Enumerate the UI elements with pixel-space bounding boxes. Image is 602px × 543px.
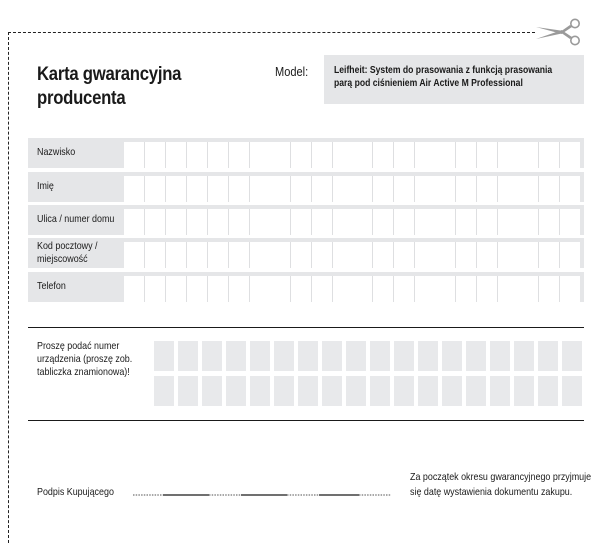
character-cell-divider <box>538 176 539 202</box>
character-cell-divider <box>559 142 560 168</box>
character-cell-divider <box>228 276 229 302</box>
serial-digit-box[interactable] <box>562 376 582 406</box>
character-cell-divider <box>249 242 250 268</box>
character-cell-divider <box>372 176 373 202</box>
character-cell-divider <box>497 176 498 202</box>
form-row-right-bar <box>580 138 584 168</box>
character-cell-divider <box>372 209 373 235</box>
character-cell-divider <box>476 176 477 202</box>
serial-digit-box[interactable] <box>466 376 486 406</box>
character-cell-divider <box>372 142 373 168</box>
character-cell-divider <box>393 142 394 168</box>
form-row-label <box>28 238 124 268</box>
character-cell-divider <box>144 276 145 302</box>
form-row-label <box>28 138 124 168</box>
form-row[interactable] <box>28 205 584 235</box>
serial-digit-box[interactable] <box>226 376 246 406</box>
signature-label: Podpis Kupującego <box>37 486 114 498</box>
serial-digit-box[interactable] <box>250 376 270 406</box>
character-cell-divider <box>186 209 187 235</box>
divider-line-bottom <box>28 420 584 421</box>
serial-digit-box[interactable] <box>514 376 534 406</box>
character-cell-divider <box>228 209 229 235</box>
serial-digit-box[interactable] <box>514 341 534 371</box>
form-row-label-text: Kod pocztowy / <box>37 240 98 252</box>
form-row-label-text: Telefon <box>37 280 66 292</box>
character-cell-divider <box>497 142 498 168</box>
form-row-label-text: miejscowość <box>37 253 88 265</box>
character-cell-divider <box>311 142 312 168</box>
character-cell-divider <box>332 209 333 235</box>
form-row-top-band <box>124 272 584 276</box>
cut-line-top <box>8 32 535 33</box>
character-cell-divider <box>538 276 539 302</box>
serial-digit-box[interactable] <box>538 376 558 406</box>
character-cell-divider <box>332 142 333 168</box>
scissors-icon <box>536 17 582 47</box>
serial-digit-box[interactable] <box>370 376 390 406</box>
character-cell-divider <box>144 176 145 202</box>
character-cell-divider <box>414 242 415 268</box>
character-cell-divider <box>290 176 291 202</box>
form-row-top-band <box>124 238 584 242</box>
title-line-1: Karta gwarancyjna <box>37 64 182 85</box>
serial-digit-box[interactable] <box>250 341 270 371</box>
serial-digit-box[interactable] <box>562 341 582 371</box>
form-row-label-text: Ulica / numer domu <box>37 213 115 225</box>
serial-label-line-2: urządzenia (proszę zob. <box>37 353 133 365</box>
character-cell-divider <box>144 242 145 268</box>
character-cell-divider <box>186 276 187 302</box>
form-row-label <box>28 272 124 302</box>
serial-digit-box[interactable] <box>346 341 366 371</box>
character-cell-divider <box>538 242 539 268</box>
character-cell-divider <box>207 142 208 168</box>
form-row-top-band <box>124 205 584 209</box>
character-cell-divider <box>144 209 145 235</box>
serial-digit-box[interactable] <box>490 376 510 406</box>
model-line-2: parą pod ciśnieniem Air Active M Professional <box>334 77 523 89</box>
serial-digit-box[interactable] <box>178 341 198 371</box>
serial-digit-box[interactable] <box>442 341 462 371</box>
page-title <box>37 63 181 111</box>
character-cell-divider <box>249 142 250 168</box>
form-row-right-bar <box>580 272 584 302</box>
character-cell-divider <box>186 142 187 168</box>
character-cell-divider <box>290 276 291 302</box>
form-row-label-text: Imię <box>37 180 54 192</box>
serial-digit-box[interactable] <box>370 341 390 371</box>
serial-digit-box[interactable] <box>202 341 222 371</box>
serial-digit-box[interactable] <box>154 341 174 371</box>
character-cell-divider <box>207 209 208 235</box>
serial-digit-box[interactable] <box>274 341 294 371</box>
character-cell-divider <box>290 209 291 235</box>
character-cell-divider <box>393 242 394 268</box>
character-cell-divider <box>311 276 312 302</box>
character-cell-divider <box>393 176 394 202</box>
form-row-label-text: Nazwisko <box>37 146 76 158</box>
character-cell-divider <box>538 209 539 235</box>
character-cell-divider <box>414 176 415 202</box>
character-cell-divider <box>165 209 166 235</box>
character-cell-divider <box>311 242 312 268</box>
character-cell-divider <box>144 142 145 168</box>
character-cell-divider <box>228 176 229 202</box>
serial-number-label <box>37 340 132 379</box>
title-line-2: producenta <box>37 88 126 109</box>
character-cell-divider <box>311 209 312 235</box>
character-cell-divider <box>455 176 456 202</box>
serial-digit-box[interactable] <box>274 376 294 406</box>
character-cell-divider <box>332 242 333 268</box>
form-row-right-bar <box>580 172 584 202</box>
serial-label-line-3: tabliczka znamionowa)! <box>37 366 130 378</box>
serial-digit-box[interactable] <box>202 376 222 406</box>
serial-digit-box[interactable] <box>538 341 558 371</box>
form-row[interactable] <box>28 138 584 168</box>
character-cell-divider <box>538 142 539 168</box>
character-cell-divider <box>559 242 560 268</box>
serial-digit-box[interactable] <box>298 341 318 371</box>
model-label: Model: <box>275 64 309 79</box>
form-row-label <box>28 205 124 235</box>
character-cell-divider <box>165 142 166 168</box>
character-cell-divider <box>476 142 477 168</box>
form-row[interactable] <box>28 272 584 302</box>
character-cell-divider <box>455 142 456 168</box>
character-cell-divider <box>249 176 250 202</box>
serial-digit-box[interactable] <box>418 376 438 406</box>
character-cell-divider <box>559 276 560 302</box>
serial-digit-box[interactable] <box>226 341 246 371</box>
form-row-right-bar <box>580 205 584 235</box>
character-cell-divider <box>497 242 498 268</box>
form-row-right-bar <box>580 238 584 268</box>
character-cell-divider <box>497 209 498 235</box>
warranty-note <box>410 470 591 500</box>
character-cell-divider <box>414 276 415 302</box>
character-cell-divider <box>372 276 373 302</box>
cut-line-left <box>8 32 9 543</box>
serial-digit-box[interactable] <box>346 376 366 406</box>
character-cell-divider <box>559 176 560 202</box>
form-row[interactable] <box>28 172 584 202</box>
warranty-note-line-1: Za początek okresu gwarancyjnego przyjmuje <box>410 471 592 483</box>
form-row-top-band <box>124 172 584 176</box>
character-cell-divider <box>455 276 456 302</box>
character-cell-divider <box>332 176 333 202</box>
character-cell-divider <box>414 142 415 168</box>
character-cell-divider <box>165 276 166 302</box>
form-row[interactable] <box>28 238 584 268</box>
character-cell-divider <box>207 276 208 302</box>
character-cell-divider <box>290 242 291 268</box>
character-cell-divider <box>249 276 250 302</box>
character-cell-divider <box>228 242 229 268</box>
character-cell-divider <box>455 242 456 268</box>
serial-digit-box[interactable] <box>394 341 414 371</box>
model-line-1: Leifheit: System do prasowania z funkcją prasowania <box>334 64 553 76</box>
serial-digit-box[interactable] <box>442 376 462 406</box>
character-cell-divider <box>393 209 394 235</box>
character-cell-divider <box>311 176 312 202</box>
character-cell-divider <box>165 242 166 268</box>
serial-digit-box[interactable] <box>322 376 342 406</box>
character-cell-divider <box>165 176 166 202</box>
serial-label-line-1: Proszę podać numer <box>37 340 120 352</box>
divider-line-top <box>28 327 584 328</box>
character-cell-divider <box>290 142 291 168</box>
character-cell-divider <box>476 209 477 235</box>
signature-line[interactable] <box>133 494 391 496</box>
character-cell-divider <box>476 276 477 302</box>
form-row-top-band <box>124 138 584 142</box>
character-cell-divider <box>455 209 456 235</box>
character-cell-divider <box>559 209 560 235</box>
character-cell-divider <box>476 242 477 268</box>
character-cell-divider <box>207 176 208 202</box>
form-row-label <box>28 172 124 202</box>
character-cell-divider <box>497 276 498 302</box>
character-cell-divider <box>332 276 333 302</box>
serial-digit-box[interactable] <box>178 376 198 406</box>
serial-digit-box[interactable] <box>490 341 510 371</box>
serial-digit-box[interactable] <box>466 341 486 371</box>
serial-digit-box[interactable] <box>298 376 318 406</box>
character-cell-divider <box>249 209 250 235</box>
serial-digit-box[interactable] <box>394 376 414 406</box>
character-cell-divider <box>228 142 229 168</box>
character-cell-divider <box>372 242 373 268</box>
character-cell-divider <box>207 242 208 268</box>
character-cell-divider <box>186 176 187 202</box>
character-cell-divider <box>393 276 394 302</box>
serial-digit-box[interactable] <box>322 341 342 371</box>
character-cell-divider <box>414 209 415 235</box>
character-cell-divider <box>186 242 187 268</box>
serial-digit-box[interactable] <box>418 341 438 371</box>
warranty-note-line-2: się datę wystawienia dokumentu zakupu. <box>410 486 573 498</box>
model-text <box>334 64 564 90</box>
serial-digit-box[interactable] <box>154 376 174 406</box>
